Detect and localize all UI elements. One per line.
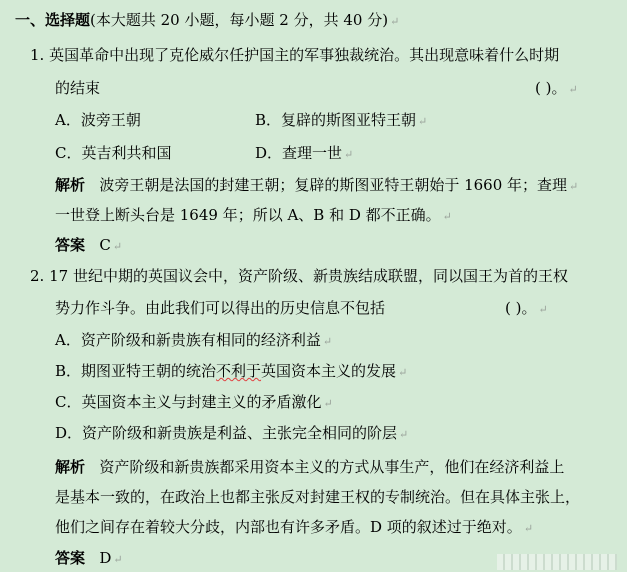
q2-analysis-text-2: 是基本一致的，在政治上也都主张反对封建王权的专制统治。但在具体主张上， (55, 488, 581, 506)
paragraph-mark-icon: ↵ (523, 522, 534, 535)
section-note: (本大题共 20 小题，每小题 2 分，共 40 分) (90, 11, 389, 29)
q2-paren-text: ( )。 (505, 299, 537, 317)
q2-analysis-text-3: 他们之间存在着较大分歧，内部也有许多矛盾。D 项的叙述过于绝对。 (55, 518, 522, 536)
q2-analysis-text-1: 资产阶级和新贵族都采用资本主义的方式从事生产，他们在经济利益上 (99, 458, 565, 476)
paragraph-mark-icon: ↵ (399, 428, 409, 441)
paragraph-mark-icon: ↵ (442, 210, 452, 223)
q1-option-d-text: D．查理一世 (255, 144, 343, 162)
q1-analysis-line1 (55, 175, 578, 197)
q2-option-a (55, 330, 332, 352)
q2-option-d-text: D．资产阶级和新贵族是利益、主张完全相同的阶层 (55, 424, 398, 442)
section-title: 一、选择题 (15, 11, 91, 29)
paragraph-mark-icon: ↵ (569, 180, 579, 193)
q2-stem-line2 (55, 298, 385, 318)
q2-option-c (55, 392, 333, 414)
q2-answer-paren (505, 298, 548, 320)
watermark-strip (497, 554, 617, 570)
q2-answer-value: D (99, 549, 112, 567)
paragraph-mark-icon: ↵ (344, 148, 354, 161)
q2-answer (55, 548, 123, 570)
q1-stem-line2 (55, 78, 100, 98)
q2-stem-text-1: 17 世纪中期的英国议会中，资产阶级、新贵族结成联盟，同以国王为首的王权 (49, 267, 568, 285)
q2-analysis-line1 (55, 457, 564, 477)
q1-analysis-label: 解析 (55, 176, 86, 194)
paragraph-mark-icon: ↵ (112, 240, 123, 253)
q2-stem-text-2: 势力作斗争。由此我们可以得出的历史信息不包括 (55, 299, 386, 317)
q2-analysis-label: 解析 (55, 458, 86, 476)
q1-option-b (255, 110, 427, 132)
q2-answer-label: 答案 (55, 549, 86, 567)
paragraph-mark-icon: ↵ (322, 335, 333, 348)
paragraph-mark-icon: ↵ (113, 553, 123, 566)
q1-answer-value: C (99, 236, 111, 254)
q1-analysis-line2 (55, 205, 452, 227)
q1-analysis-text-2: 一世登上断头台是 1649 年；所以 A、B 和 D 都不正确。 (55, 206, 441, 224)
q2-stem-line1 (30, 266, 568, 286)
q2-option-c-text: C．英国资本主义与封建主义的矛盾激化 (55, 393, 322, 411)
q1-option-b-text: B．复辟的斯图亚特王朝 (255, 111, 417, 129)
q1-number: 1. (30, 46, 45, 64)
q1-paren-text: ( )。 (535, 79, 567, 97)
q2-option-b-spellcheck: 不利于 (216, 362, 262, 380)
q1-stem-text-1: 英国革命中出现了克伦威尔任护国主的军事独裁统治。其出现意味着什么时期 (49, 46, 560, 64)
q2-option-b-text-2: 英国资本主义的发展 (261, 362, 397, 380)
paragraph-mark-icon: ↵ (568, 83, 578, 96)
paragraph-mark-icon: ↵ (418, 115, 428, 128)
q2-number: 2. (30, 267, 45, 285)
paragraph-mark-icon: ↵ (390, 15, 400, 28)
q1-option-d (255, 143, 353, 165)
q1-answer-label: 答案 (55, 236, 86, 254)
section-heading (15, 10, 399, 32)
q1-option-c-text: C．英吉利共和国 (55, 144, 172, 162)
paragraph-mark-icon: ↵ (323, 397, 333, 410)
q1-option-a (55, 110, 141, 130)
q1-analysis-text-1: 波旁王朝是法国的封建王朝；复辟的斯图亚特王朝始于 1660 年；查理 (99, 176, 568, 194)
q2-option-a-text: A．资产阶级和新贵族有相同的经济利益 (55, 331, 321, 349)
q1-answer-paren (535, 78, 578, 100)
q1-stem-text-2: 的结束 (55, 79, 101, 97)
q2-analysis-line3 (55, 517, 533, 539)
q1-option-c (55, 143, 171, 163)
q1-option-a-text: A．波旁王朝 (55, 111, 141, 129)
q2-option-b-text-1: B．期图亚特王朝的统治 (55, 362, 217, 380)
paragraph-mark-icon: ↵ (538, 303, 548, 316)
q1-stem-line1 (30, 45, 559, 65)
paragraph-mark-icon: ↵ (398, 366, 408, 379)
q1-answer (55, 235, 122, 257)
q2-option-b (55, 361, 407, 383)
q2-option-d (55, 423, 408, 445)
q2-analysis-line2 (55, 487, 580, 507)
